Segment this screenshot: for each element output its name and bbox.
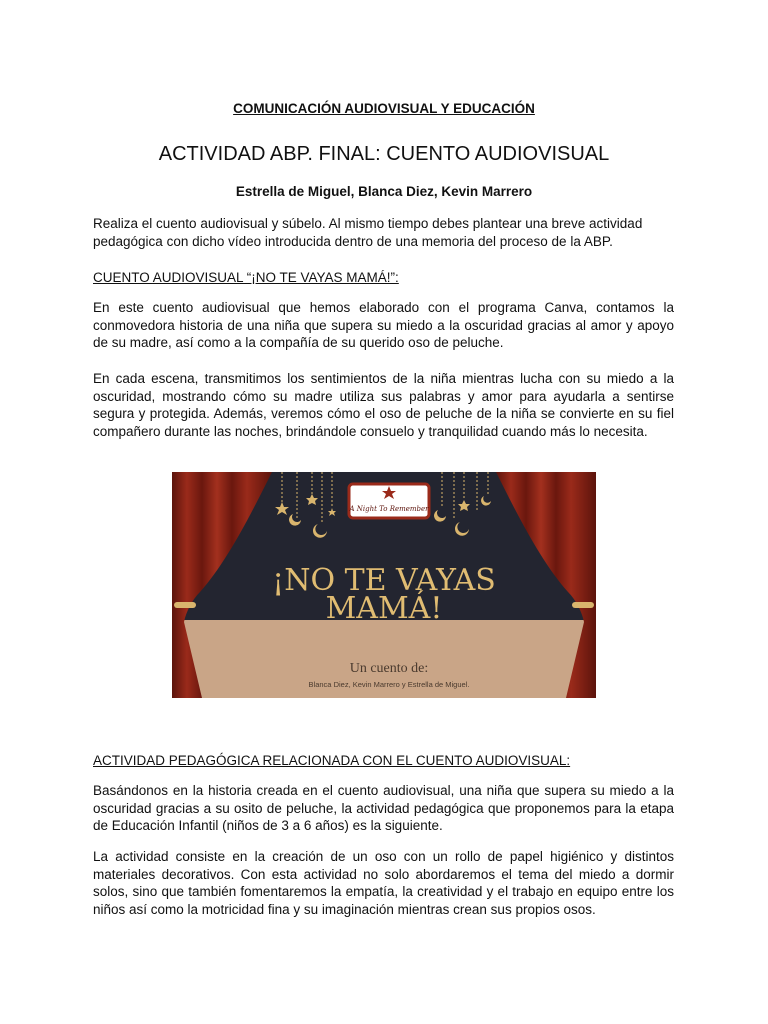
intro-paragraph: Realiza el cuento audiovisual y súbelo. Al mismo tiempo debes plantear una breve actividad pedagógica con dicho vídeo introducida dentro de una memoria del proceso de la ABP. [93, 216, 643, 249]
course-header: COMUNICACIÓN AUDIOVISUAL Y EDUCACIÓN [233, 101, 535, 116]
cover-image [172, 472, 596, 698]
cover-subtitle: Un cuento de: [349, 661, 429, 676]
section1-paragraph-2: En cada escena, transmitimos los sentimientos de la niña mientras lucha con su miedo a la oscuridad, mostrando cómo su madre utiliza sus palabras y amor para ayudarla a sentirse segura y protegida. Además, veremos cómo el oso de peluche de la niña se convierte en su fiel compañero durante las noches, brindándole consuelo y tranquilidad cuando más lo necesita. [93, 371, 674, 439]
section1-paragraph-1: En este cuento audiovisual que hemos elaborado con el programa Canva, contamos la conmovedora historia de una niña que supera su miedo a la oscuridad gracias al amor y apoyo de su madre, así como a la compañía de su querido oso de peluche. [93, 300, 674, 350]
marquee-sign-text: A Night To Remember [349, 505, 429, 513]
right-curtain-tieback [572, 602, 594, 608]
cover-title-line1: ¡NO TE VAYAS [272, 563, 496, 598]
cover-title-line2: MAMÁ! [325, 591, 443, 626]
section2-heading: ACTIVIDAD PEDAGÓGICA RELACIONADA CON EL CUENTO AUDIOVISUAL: [93, 753, 571, 768]
marquee-sign [348, 484, 429, 518]
section2-paragraph-1: Basándonos en la historia creada en el cuento audiovisual, una niña que supera su miedo a la oscuridad gracias a su osito de peluche, la actividad pedagógica que proponemos para la etapa de Educación Infantil (niños de 3 a 6 años) es la siguiente. [93, 783, 674, 833]
cover-credits: Blanca Diez, Kevin Marrero y Estrella de Miguel. [308, 680, 470, 689]
section2-paragraph-2: La actividad consiste en la creación de un oso con un rollo de papel higiénico y distintos materiales decorativos. Con esta actividad no solo abordaremos el tema del miedo a dormir solos, sino que también fomentaremos la empatía, la creatividad y el trabajo en equipo entre los niños así como la motricidad fina y su imaginación mientras crean sus propios osos. [93, 849, 674, 917]
section1-heading: CUENTO AUDIOVISUAL “¡NO TE VAYAS MAMÁ!”: [93, 270, 399, 285]
left-curtain-tieback [174, 602, 196, 608]
page-title: ACTIVIDAD ABP. FINAL: CUENTO AUDIOVISUAL [158, 143, 610, 165]
authors-line: Estrella de Miguel, Blanca Diez, Kevin Marrero [235, 184, 533, 199]
